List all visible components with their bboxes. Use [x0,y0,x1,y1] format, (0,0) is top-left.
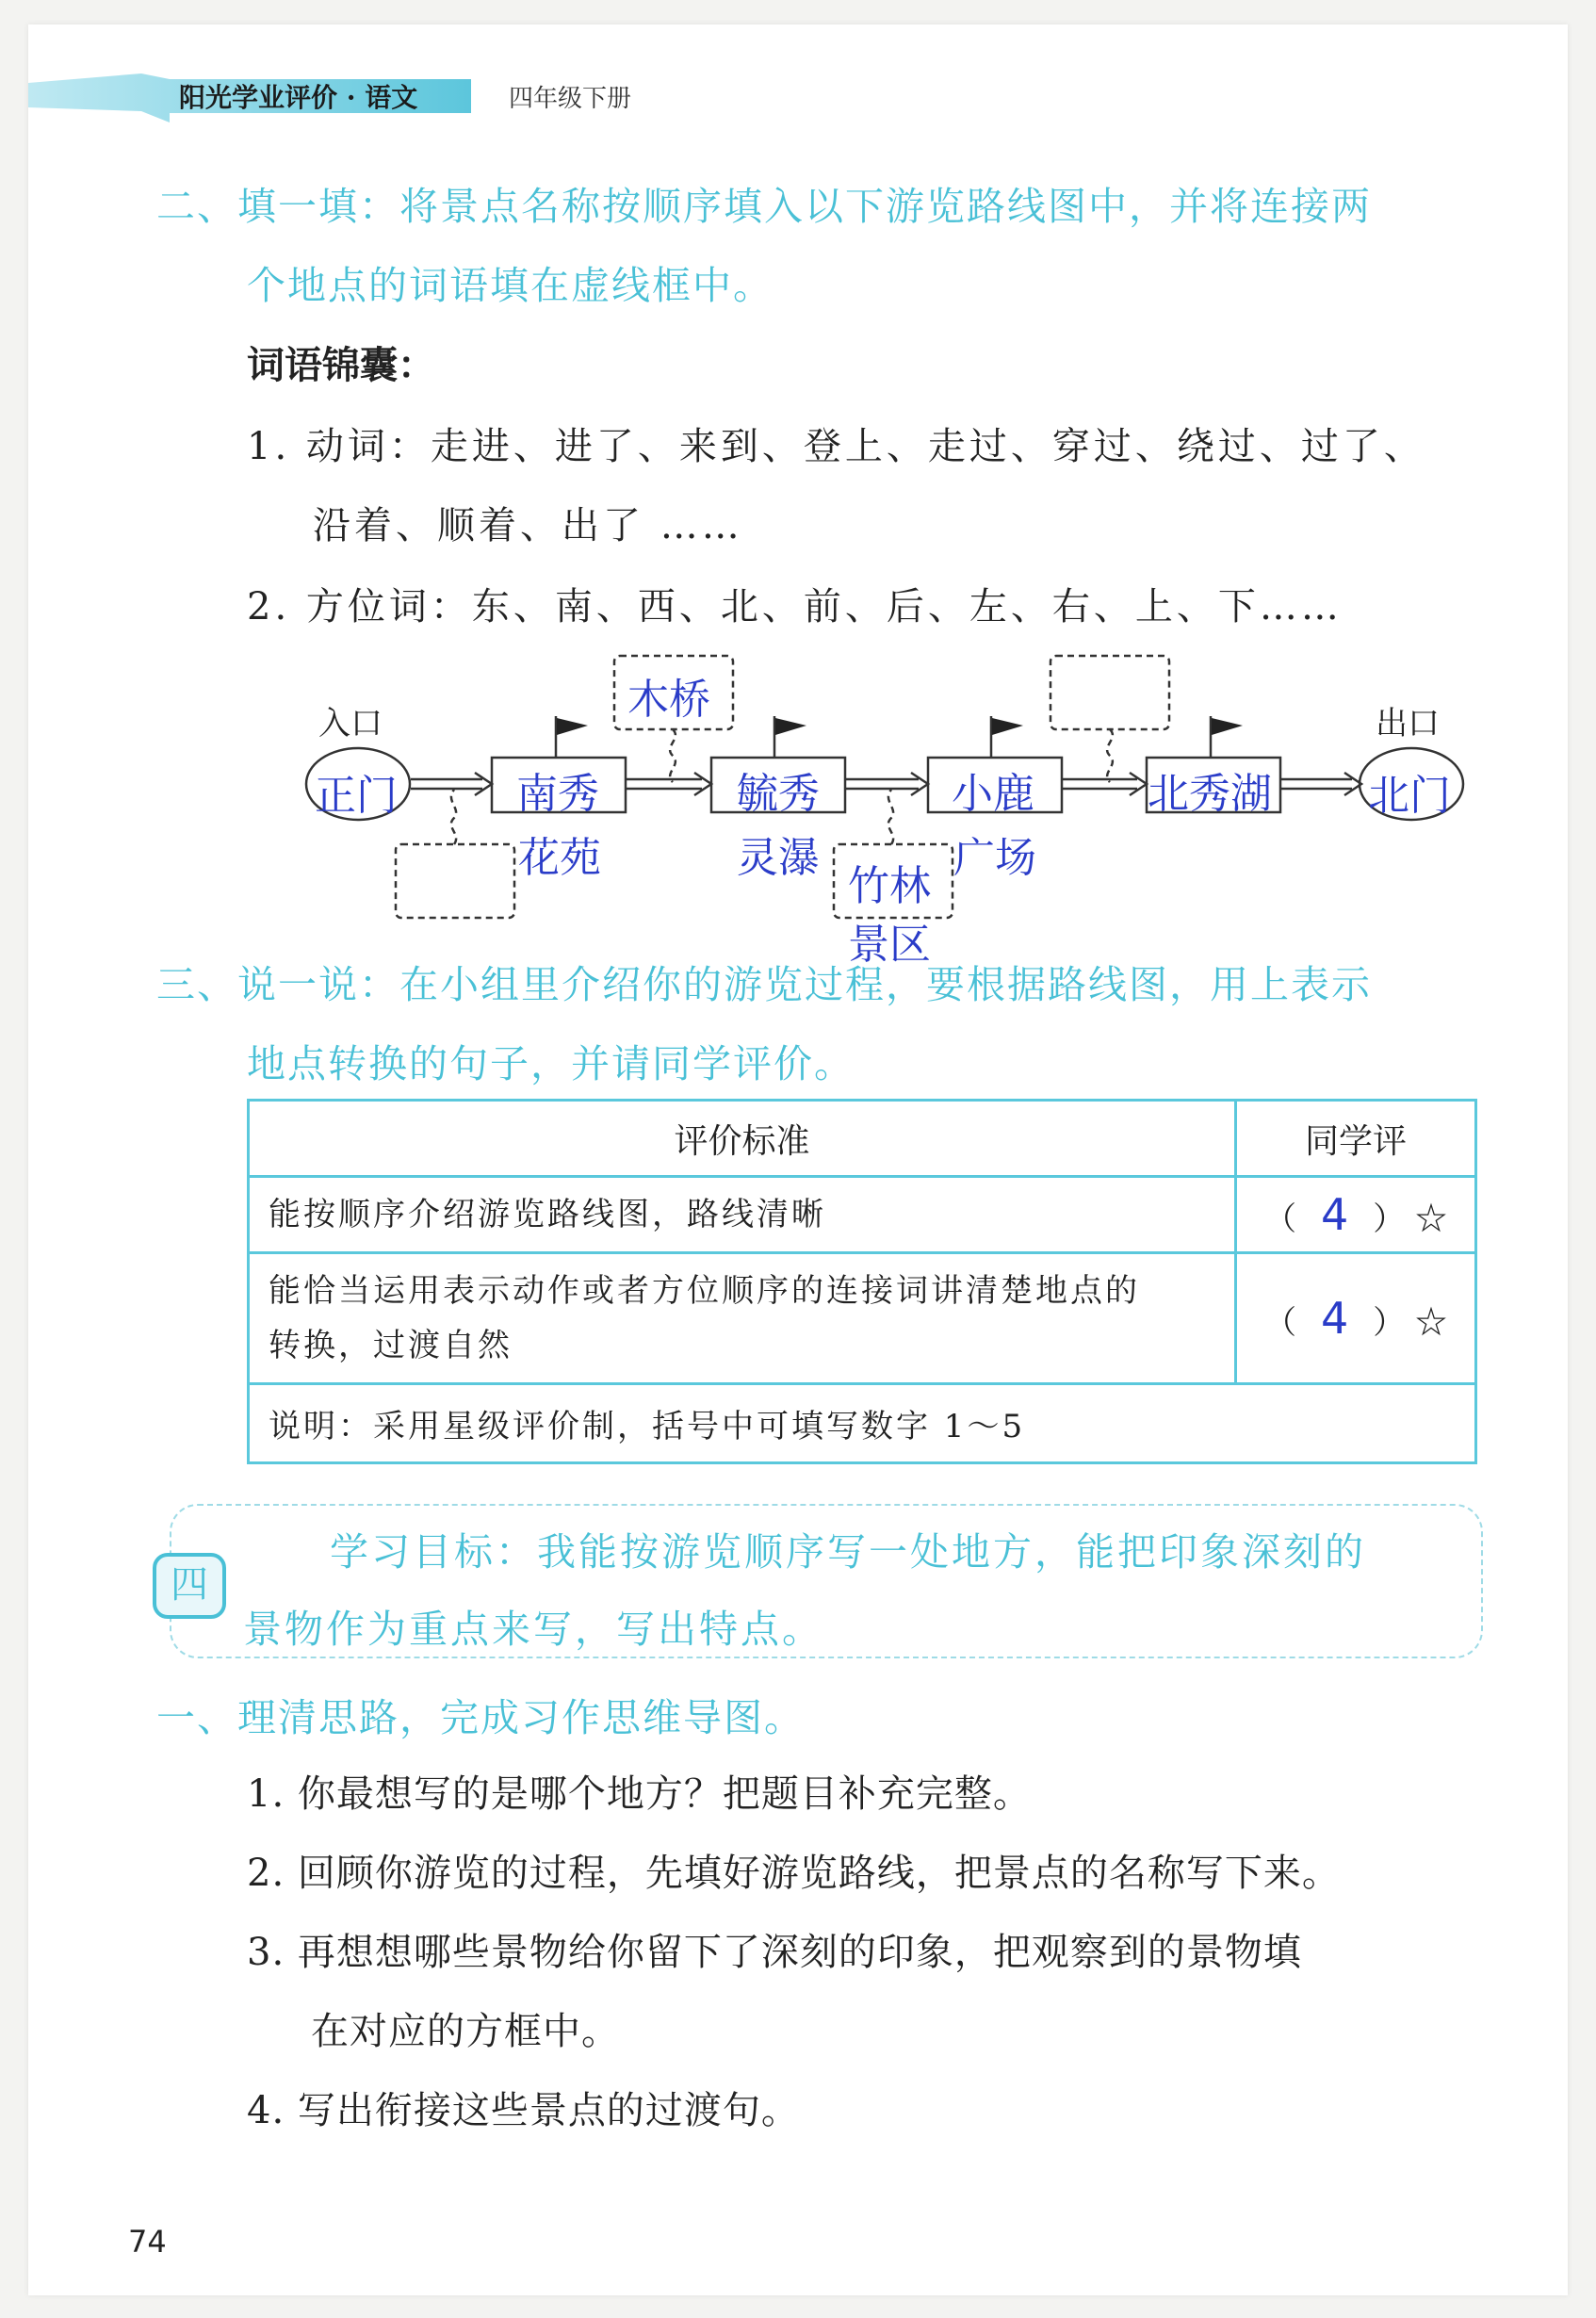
connector-2-text: 木桥 [627,676,710,724]
spot-2-line1: 毓秀 [737,770,820,818]
book-title: 阳光学业评价 · 语文 [179,82,418,113]
connector-3-line1: 竹林 [848,862,931,910]
score-cell [1236,1253,1476,1384]
spot-3-line2: 广场 [953,834,1036,882]
criteria-line2: 转换，过渡自然 [269,1327,513,1364]
spot-2-line2: 灵瀑 [737,834,820,882]
goal-line2: 景物作为重点来写，写出特点。 [243,1607,823,1652]
spot-1-line1: 南秀 [516,770,599,818]
table-header-row [249,1101,1476,1177]
goal-line1: 学习目标：我能按游览顺序写一处地方，能把印象深刻的 [330,1529,1366,1575]
table-row [249,1253,1476,1384]
open-paren: （ [1263,1304,1296,1342]
task-item-1: 1. 你最想写的是哪个地方？把题目补充完整。 [247,1772,1032,1816]
start-gate: 正门 [315,772,398,820]
table-row [249,1177,1476,1253]
page-header [28,66,632,126]
criteria-header: 评价标准 [249,1101,1236,1177]
connector-box-4 [1050,656,1169,729]
entrance-label: 入口 [318,705,383,743]
star-icon: ☆ [1415,1200,1448,1238]
close-paren: ） [1373,1304,1406,1342]
section1-heading: 一、理清思路，完成习作思维导图。 [156,1695,805,1740]
peer-header: 同学评 [1236,1101,1476,1177]
criteria-cell [249,1253,1236,1384]
task-item-2: 2. 回顾你游览的过程，先填好游览路线，把景点的名称写下来。 [247,1852,1341,1895]
task-item-3-cont: 在对应的方框中。 [311,2010,620,2053]
section2-heading-line2: 个地点的词语填在虚线框中。 [247,263,774,308]
task-item-3: 3. 再想想哪些景物给你留下了深刻的印象，把观察到的景物填 [247,1931,1302,1974]
task-item-4: 4. 写出衔接这些景点的过渡句。 [247,2089,800,2132]
criteria-cell: 能按顺序介绍游览路线图，路线清晰 [249,1177,1236,1253]
open-paren: （ [1263,1200,1296,1238]
section3-heading-line2: 地点转换的句子，并请同学评价。 [247,1041,855,1086]
score-value[interactable]: 4 [1320,1189,1349,1240]
end-gate: 北门 [1368,772,1451,820]
criteria-line1: 能恰当运用表示动作或者方位顺序的连接词讲清楚地点的 [269,1272,1140,1310]
word-bank-title: 词语锦囊： [247,344,435,387]
star-icon: ☆ [1415,1304,1448,1342]
grade-label: 四年级下册 [509,85,632,113]
table-note-row [249,1384,1476,1463]
verbs-line2: 沿着、顺着、出了 …… [313,504,743,547]
spot-3-line1: 小鹿 [952,770,1034,818]
exit-label: 出口 [1376,705,1440,743]
spot-1-line2: 花苑 [518,834,601,882]
route-diagram [283,650,1507,989]
directions-line: 2. 方位词：东、南、西、北、前、后、左、右、上、下…… [247,585,1343,628]
table-note: 说明：采用星级评价制，括号中可填写数字 1～5 [249,1384,1476,1463]
connector-3-line2: 景区 [848,921,931,969]
section3-heading-line1: 三、说一说：在小组里介绍你的游览过程，要根据路线图，用上表示 [156,962,1372,1007]
spot-4-line1: 北秀湖 [1148,770,1272,818]
unit-badge: 四 [153,1553,226,1619]
connector-box-1 [396,844,514,918]
score-value[interactable]: 4 [1320,1293,1349,1344]
page-number: 74 [128,2224,167,2260]
verbs-line1: 1. 动词：走进、进了、来到、登上、走过、穿过、绕过、过了、 [247,425,1425,468]
close-paren: ） [1373,1200,1406,1238]
section2-heading-line1: 二、填一填：将景点名称按顺序填入以下游览路线图中，并将连接两 [156,184,1372,229]
evaluation-table [247,1099,1477,1464]
score-cell [1236,1177,1476,1253]
